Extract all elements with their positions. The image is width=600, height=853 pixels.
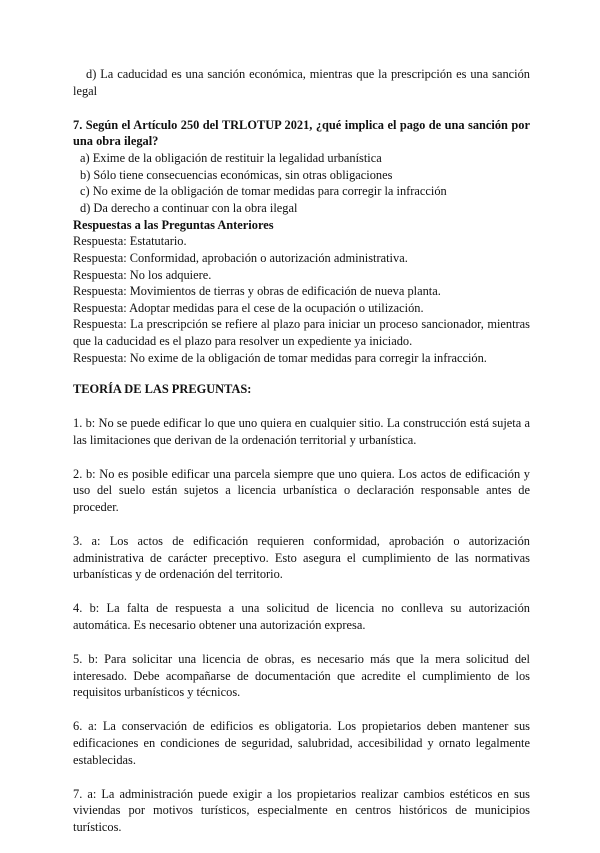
previous-question-option-d: d) La caducidad es una sanción económica, mientras que la prescripción es una sanción legal — [73, 67, 530, 98]
theory-title: TEORÍA DE LAS PREGUNTAS: — [73, 382, 252, 397]
theory-paragraph-7: 7. a: La administración puede exigir a los propietarios realizar cambios estéticos en sus viviendas por motivos turísticos, especialmente en centros históricos de municipios turísticos. — [73, 786, 530, 835]
answer-1: Respuesta: Estatutario. — [73, 234, 187, 249]
theory-paragraph-1: 1. b: No se puede edificar lo que uno quiera en cualquier sitio. La construcción está sujeta a las limitaciones que derivan de la ordenación territorial y urbanística. — [73, 415, 530, 447]
answer-6: Respuesta: La prescripción se refiere al plazo para iniciar un proceso sancionador, mientras que la caducidad es el plazo para resolver un expediente ya iniciado. — [73, 317, 530, 348]
answer-7: Respuesta: No exime de la obligación de tomar medidas para corregir la infracción. — [73, 350, 487, 365]
question-7-option-d: d) Da derecho a continuar con la obra ilegal — [80, 200, 298, 215]
theory-paragraph-3: 3. a: Los actos de edificación requieren conformidad, aprobación o autorización administrativa de carácter preceptivo. Esto asegura el cumplimiento de las normativas urbanísticas y de ordenación del territorio. — [73, 533, 530, 582]
answers-title: Respuestas a las Preguntas Anteriores — [73, 217, 274, 232]
question-7-text: 7. Según el Artículo 250 del TRLOTUP 2021, ¿qué implica el pago de una sanción por una obra ilegal? — [73, 117, 530, 149]
question-7-option-a: a) Exime de la obligación de restituir la legalidad urbanística — [80, 151, 382, 166]
answer-4: Respuesta: Movimientos de tierras y obras de edificación de nueva planta. — [73, 284, 441, 299]
document-page — [73, 66, 530, 853]
answer-2: Respuesta: Conformidad, aprobación o autorización administrativa. — [73, 250, 408, 265]
question-7-option-c: c) No exime de la obligación de tomar medidas para corregir la infracción — [80, 184, 447, 199]
question-7-option-b: b) Sólo tiene consecuencias económicas, sin otras obligaciones — [80, 167, 393, 182]
theory-paragraph-4: 4. b: La falta de respuesta a una solicitud de licencia no conlleva su autorización automática. Es necesario obtener una autorización expresa. — [73, 601, 530, 633]
theory-paragraph-5: 5. b: Para solicitar una licencia de obras, es necesario más que la mera solicitud del interesado. Debe acompañarse de documentación que acredite el cumplimiento de los requisitos urbanísticos y técnicos. — [73, 651, 530, 700]
theory-paragraph-2: 2. b: No es posible edificar una parcela siempre que uno quiera. Los actos de edificación y uso del suelo están sujetos a licencia urbanística o declaración responsable antes de proceder. — [73, 466, 530, 515]
answer-5: Respuesta: Adoptar medidas para el cese de la ocupación o utilización. — [73, 300, 424, 315]
question-7-options — [73, 150, 530, 216]
theory-paragraph-6: 6. a: La conservación de edificios es obligatoria. Los propietarios deben mantener sus edificaciones en condiciones de seguridad, salubridad, accesibilidad y ornato legalmente establecidas. — [73, 719, 530, 767]
answer-3: Respuesta: No los adquiere. — [73, 267, 212, 282]
